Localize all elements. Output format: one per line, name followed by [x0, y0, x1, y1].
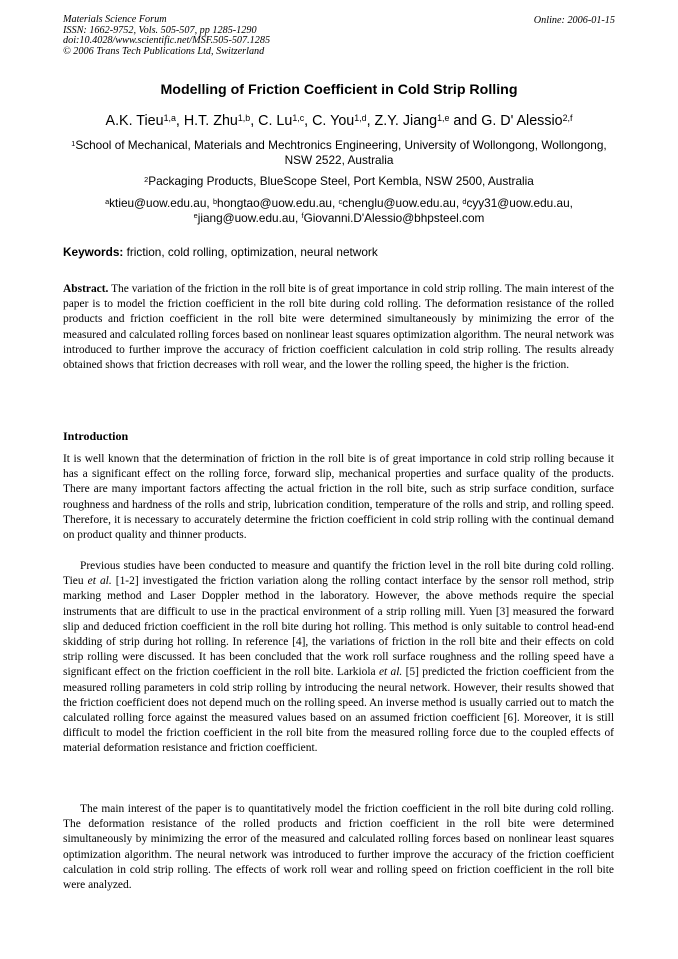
doi-line: doi:10.4028/www.scientific.net/MSF.505-507.1285	[63, 35, 271, 47]
author: A.K. Tieu$^{1,a}$	[105, 113, 176, 129]
author: H.T. Zhu$^{1,b}$	[183, 113, 251, 129]
author: G. D' Alessio$^{2,f}$	[481, 113, 573, 129]
email-list: $^a$ktieu@uow.edu.au, $^b$hongtao@uow.edu.au, $^c$chenglu@uow.edu.au, $^d$cyy31@uow.edu.au, $^e$jiang@uow.edu.au, $^f$Giovanni.D'Alessio@bhpsteel.com	[105, 196, 573, 225]
keywords-text: friction, cold rolling, optimization, neural network	[123, 245, 378, 259]
affiliation-1: $^1$School of Mechanical, Materials and Mechtronics Engineering, University of Wollongong, Wollongong, NSW 2522, Australia	[71, 138, 607, 167]
email-link[interactable]: chenglu@uow.edu.au	[342, 196, 456, 210]
online-date: Online: 2006-01-15	[533, 15, 615, 26]
journal-header	[63, 15, 270, 57]
author-list: A.K. Tieu$^{1,a}$, H.T. Zhu$^{1,b}$, C. Lu$^{1,c}$, C. You$^{1,d}$, Z.Y. Jiang$^{1,e}$ and G. D' Alessio$^{2,f}$	[105, 113, 573, 129]
keywords-label: Keywords:	[63, 245, 124, 259]
journal-name: Materials Science Forum	[63, 14, 167, 25]
abstract-paragraph	[63, 282, 614, 373]
introduction-heading: Introduction	[63, 429, 129, 443]
keywords-line	[63, 245, 378, 259]
abstract-label: Abstract.	[63, 283, 109, 295]
email-link[interactable]: hongtao@uow.edu.au	[217, 196, 332, 210]
intro-paragraph-3: The main interest of the paper is to quantitatively model the friction coefficient in the roll bite during cold rolling. The deformation resistance of the rolled products and friction coefficient in the roll bite were determined simultaneously by minimizing the error of the measured and calculated rolling forces based on nonlinear least squares optimization algorithm. The neural network was introduced to further improve the accuracy of the friction coefficient calculation in cold strip rolling. The effects of work roll wear and rolling speed on friction coefficient in the roll bite were analyzed.	[63, 803, 614, 892]
copyright-line: © 2006 Trans Tech Publications Ltd, Switzerland	[63, 45, 265, 57]
intro-paragraph-1: It is well known that the determination of friction in the roll bite is of great importance in cold strip rolling because it has a significant effect on the rolling force, forward slip, mechanical properties and surface quality of the products. There are many important factors affecting the actual friction in the roll bite, such as strip surface condition, surface roughness and hardness of the rolls and strip, lubrication condition, temperature of the rolls and strip, and rolling speed. Therefore, it is necessary to accurately determine the friction coefficient in cold strip rolling with the continual demand on product quality and thinner products.	[63, 453, 614, 542]
author: Z.Y. Jiang$^{1,e}$	[374, 113, 450, 129]
email-link[interactable]: jiang@uow.edu.au	[197, 210, 295, 225]
email-link[interactable]: cyy31@uow.edu.au	[466, 196, 570, 210]
email-link[interactable]: Giovanni.D'Alessio@bhpsteel.com	[303, 210, 485, 225]
issn-line: ISSN: 1662-9752, Vols. 505-507, pp 1285-1290	[63, 24, 257, 36]
author: C. You$^{1,d}$	[312, 113, 367, 129]
author: C. Lu$^{1,c}$	[258, 113, 305, 129]
paper-title: Modelling of Friction Coefficient in Cold Strip Rolling	[160, 82, 518, 98]
intro-paragraph-2: Previous studies have been conducted to measure and quantify the friction level in the roll bite during cold rolling. Tieu et al. [1-2] investigated the friction variation along the rolling contact interface by the sensor roll method, strip marking method and Laser Doppler method in the laboratory. However, the above methods require the special instruments that are difficult to use in the practical environment of a strip rolling mill. Yuen [3] measured the forward slip and deduced friction coefficient in the roll bite during hot rolling. This method is only suitable to control head-end skidding of strip during hot rolling. In reference [4], the variations of friction in the roll bite and their effects on cold strip rolling were discussed. It has been concluded that the work roll surface roughness and the rolling speed have a significant effect on the friction coefficient in the roll bite. Larkiola et al. [5] predicted the friction coefficient from the measured rolling parameters in cold strip rolling by introducing the neural network. However, their results showed that the friction coefficient does not depend much on the rolling speed. An inverse method is usually carried out to match the calculated rolling force against the measured values based on an assumed friction coefficient [6]. Moreover, it is still difficult to model the friction coefficient in the roll bite from the measured rolling force due to the coupled effects of material deformation resistance and friction coefficient.	[63, 560, 615, 755]
abstract-text: The variation of the friction in the roll bite is of great importance in cold strip rolling. The main interest of the paper is to model the friction coefficient in the roll bite during cold rolling. The deformation resistance of the rolled products and friction coefficient in the roll bite were determined simultaneously by minimizing the error of the measured and calculated rolling forces based on nonlinear least squares optimization algorithm. The neural network was introduced to further improve the accuracy of friction coefficient calculation in cold strip rolling. The results already obtained shows that friction decreases with roll wear, and the lower the rolling speed, the higher is the friction.	[63, 283, 614, 372]
email-link[interactable]: ktieu@uow.edu.au	[109, 196, 207, 210]
affiliation-2: $^2$Packaging Products, BlueScope Steel, Port Kembla, NSW 2500, Australia	[144, 174, 534, 188]
